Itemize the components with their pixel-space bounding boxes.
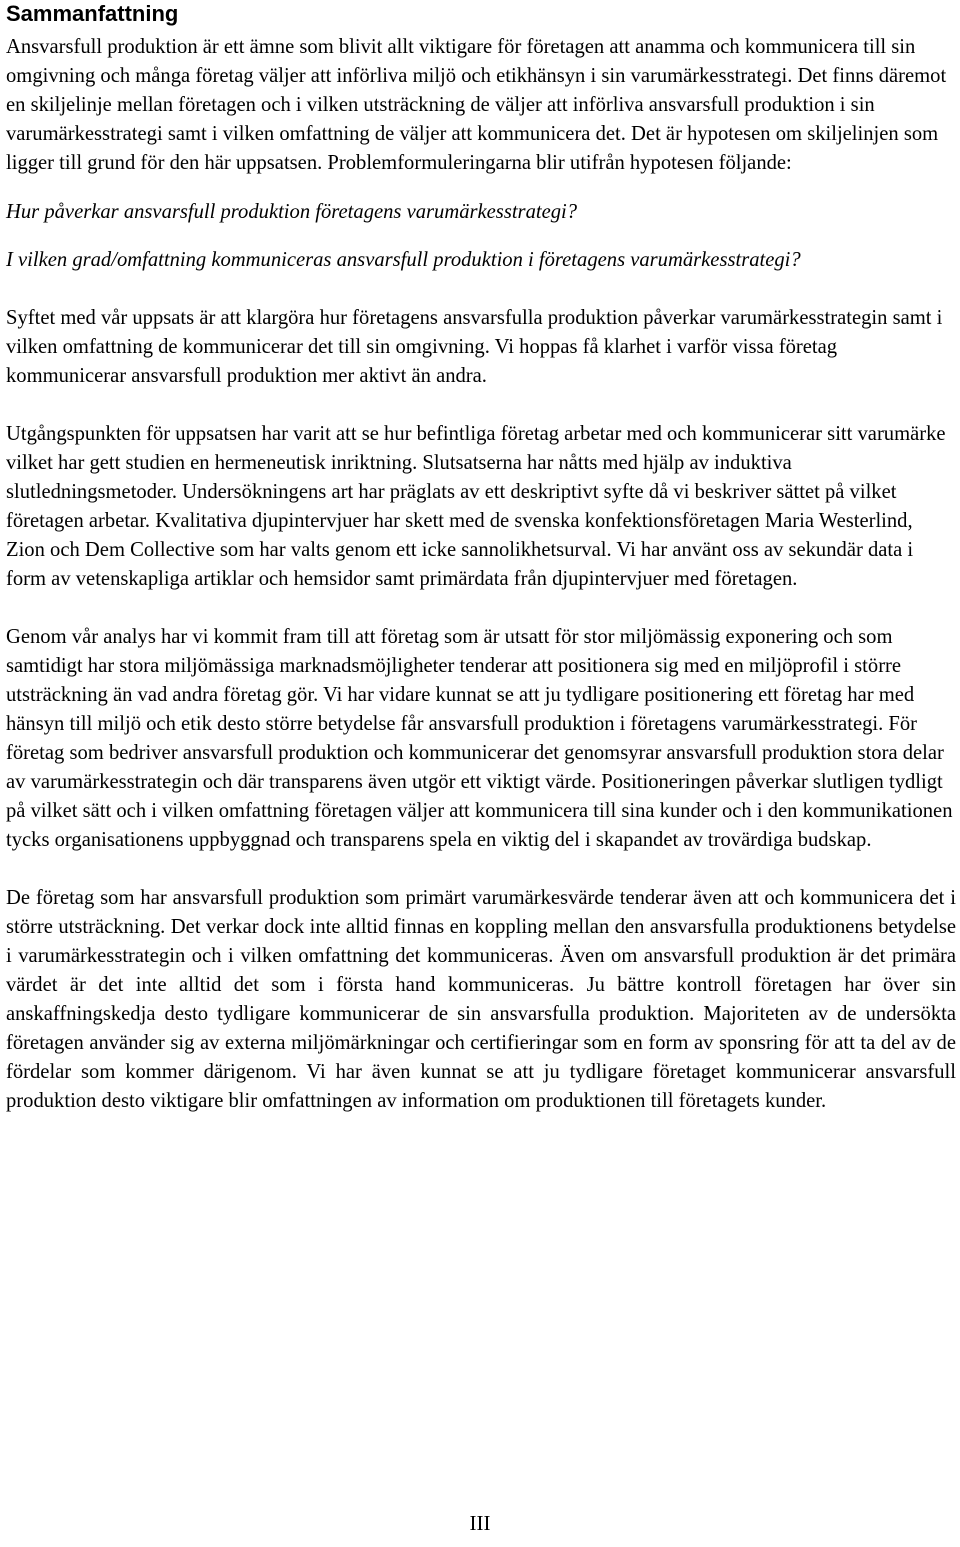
research-question-2: I vilken grad/omfattning kommuniceras ansvarsfull produktion i företagens varumärkesstrategi? — [6, 249, 801, 271]
conclusion-paragraph: De företag som har ansvarsfull produktion som primärt varumärkesvärde tenderar även att och kommunicera det i större utsträckning. Det verkar dock inte alltid finnas en koppling mellan den ansvarsfulla produktionens betydelse i varumärkesstrategin och i vilken omfattning det kommuniceras. Även om ansvarsfull produktion är det primära värdet är det inte alltid det som i första hand kommuniceras. Ju bättre kontroll företagen har över sin anskaffningskedja desto tydligare kommunicerar de sin ansvarsfulla produktion. Majoriteten av de undersökta företagen använder sig av externa miljömärkningar och certifieringar som en form av sponsring för att ta del av de fördelar som kommer därigenom. Vi har även kunnat se att ju tydligare företaget kommunicerar ansvarsfull produktion desto viktigare blir omfattningen av information om produktionen till företagets kunder. — [6, 887, 956, 1112]
analysis-paragraph: Genom vår analys har vi kommit fram till att företag som är utsatt för stor miljömässig exponering och som samtidigt har stora miljömässiga marknadsmöjligheter tenderar att positionera sig med en miljöprofil i större utsträckning än vad andra företag gör. Vi har vidare kunnat se att ju tydligare positionering ett företag har med hänsyn till miljö och etik desto större betydelse får ansvarsfull produktion i företagens varumärkesstrategi. För företag som bedriver ansvarsfull produktion och kommunicerar det genomsyrar ansvarsfull produktion stora delar av varumärkesstrategin och där transparens även utgör ett viktigt värde. Positioneringen påverkar slutligen tydligt på vilket sätt och i vilken omfattning företagen väljer att kommunicera till sina kunder och i den kommunikationen tycks organisationens uppbyggnad och transparens spela en viktig del i skapandet av trovärdiga budskap. — [6, 626, 953, 851]
page-number: III — [469, 1511, 491, 1535]
intro-paragraph: Ansvarsfull produktion är ett ämne som blivit allt viktigare för företagen att anamma och kommunicera till sin omgivning och många företag väljer att införliva miljö och etikhänsyn i sin varumärkesstrategi. Det finns däremot en skiljelinje mellan företagen och i vilken utsträckning de väljer att införliva ansvarsfull produktion i sin varumärkesstrategi samt i vilken omfattning de väljer att kommunicera det. Det är hypotesen om skiljelinjen som ligger till grund för den här uppsatsen. Problemformuleringarna blir utifrån hypotesen följande: — [6, 36, 947, 174]
purpose-paragraph: Syftet med vår uppsats är att klargöra hur företagens ansvarsfulla produktion påverkar varumärkesstrategin samt i vilken omfattning de kommunicerar det till sin omgivning. Vi hoppas få klarhet i varför vissa företag kommunicerar ansvarsfull produktion mer aktivt än andra. — [6, 307, 943, 387]
research-question-1: Hur påverkar ansvarsfull produktion företagens varumärkesstrategi? — [6, 201, 578, 223]
document-page — [6, 0, 956, 1116]
method-paragraph: Utgångspunkten för uppsatsen har varit att se hur befintliga företag arbetar med och kommunicerar sitt varumärke vilket har gett studien en hermeneutisk inriktning. Slutsatserna har nåtts med hjälp av induktiva slutledningsmetoder. Undersökningens art har präglats av ett deskriptivt syfte då vi beskriver sättet på vilket företagen arbetar. Kvalitativa djupintervjuer har skett med de svenska konfektionsföretagen Maria Westerlind, Zion och Dem Collective som har valts genom ett icke sannolikhetsurval. Vi har använt oss av sekundär data i form av vetenskapliga artiklar och hemsidor samt primärdata från djupintervjuer med företagen. — [6, 423, 946, 590]
section-heading: Sammanfattning — [6, 1, 179, 26]
